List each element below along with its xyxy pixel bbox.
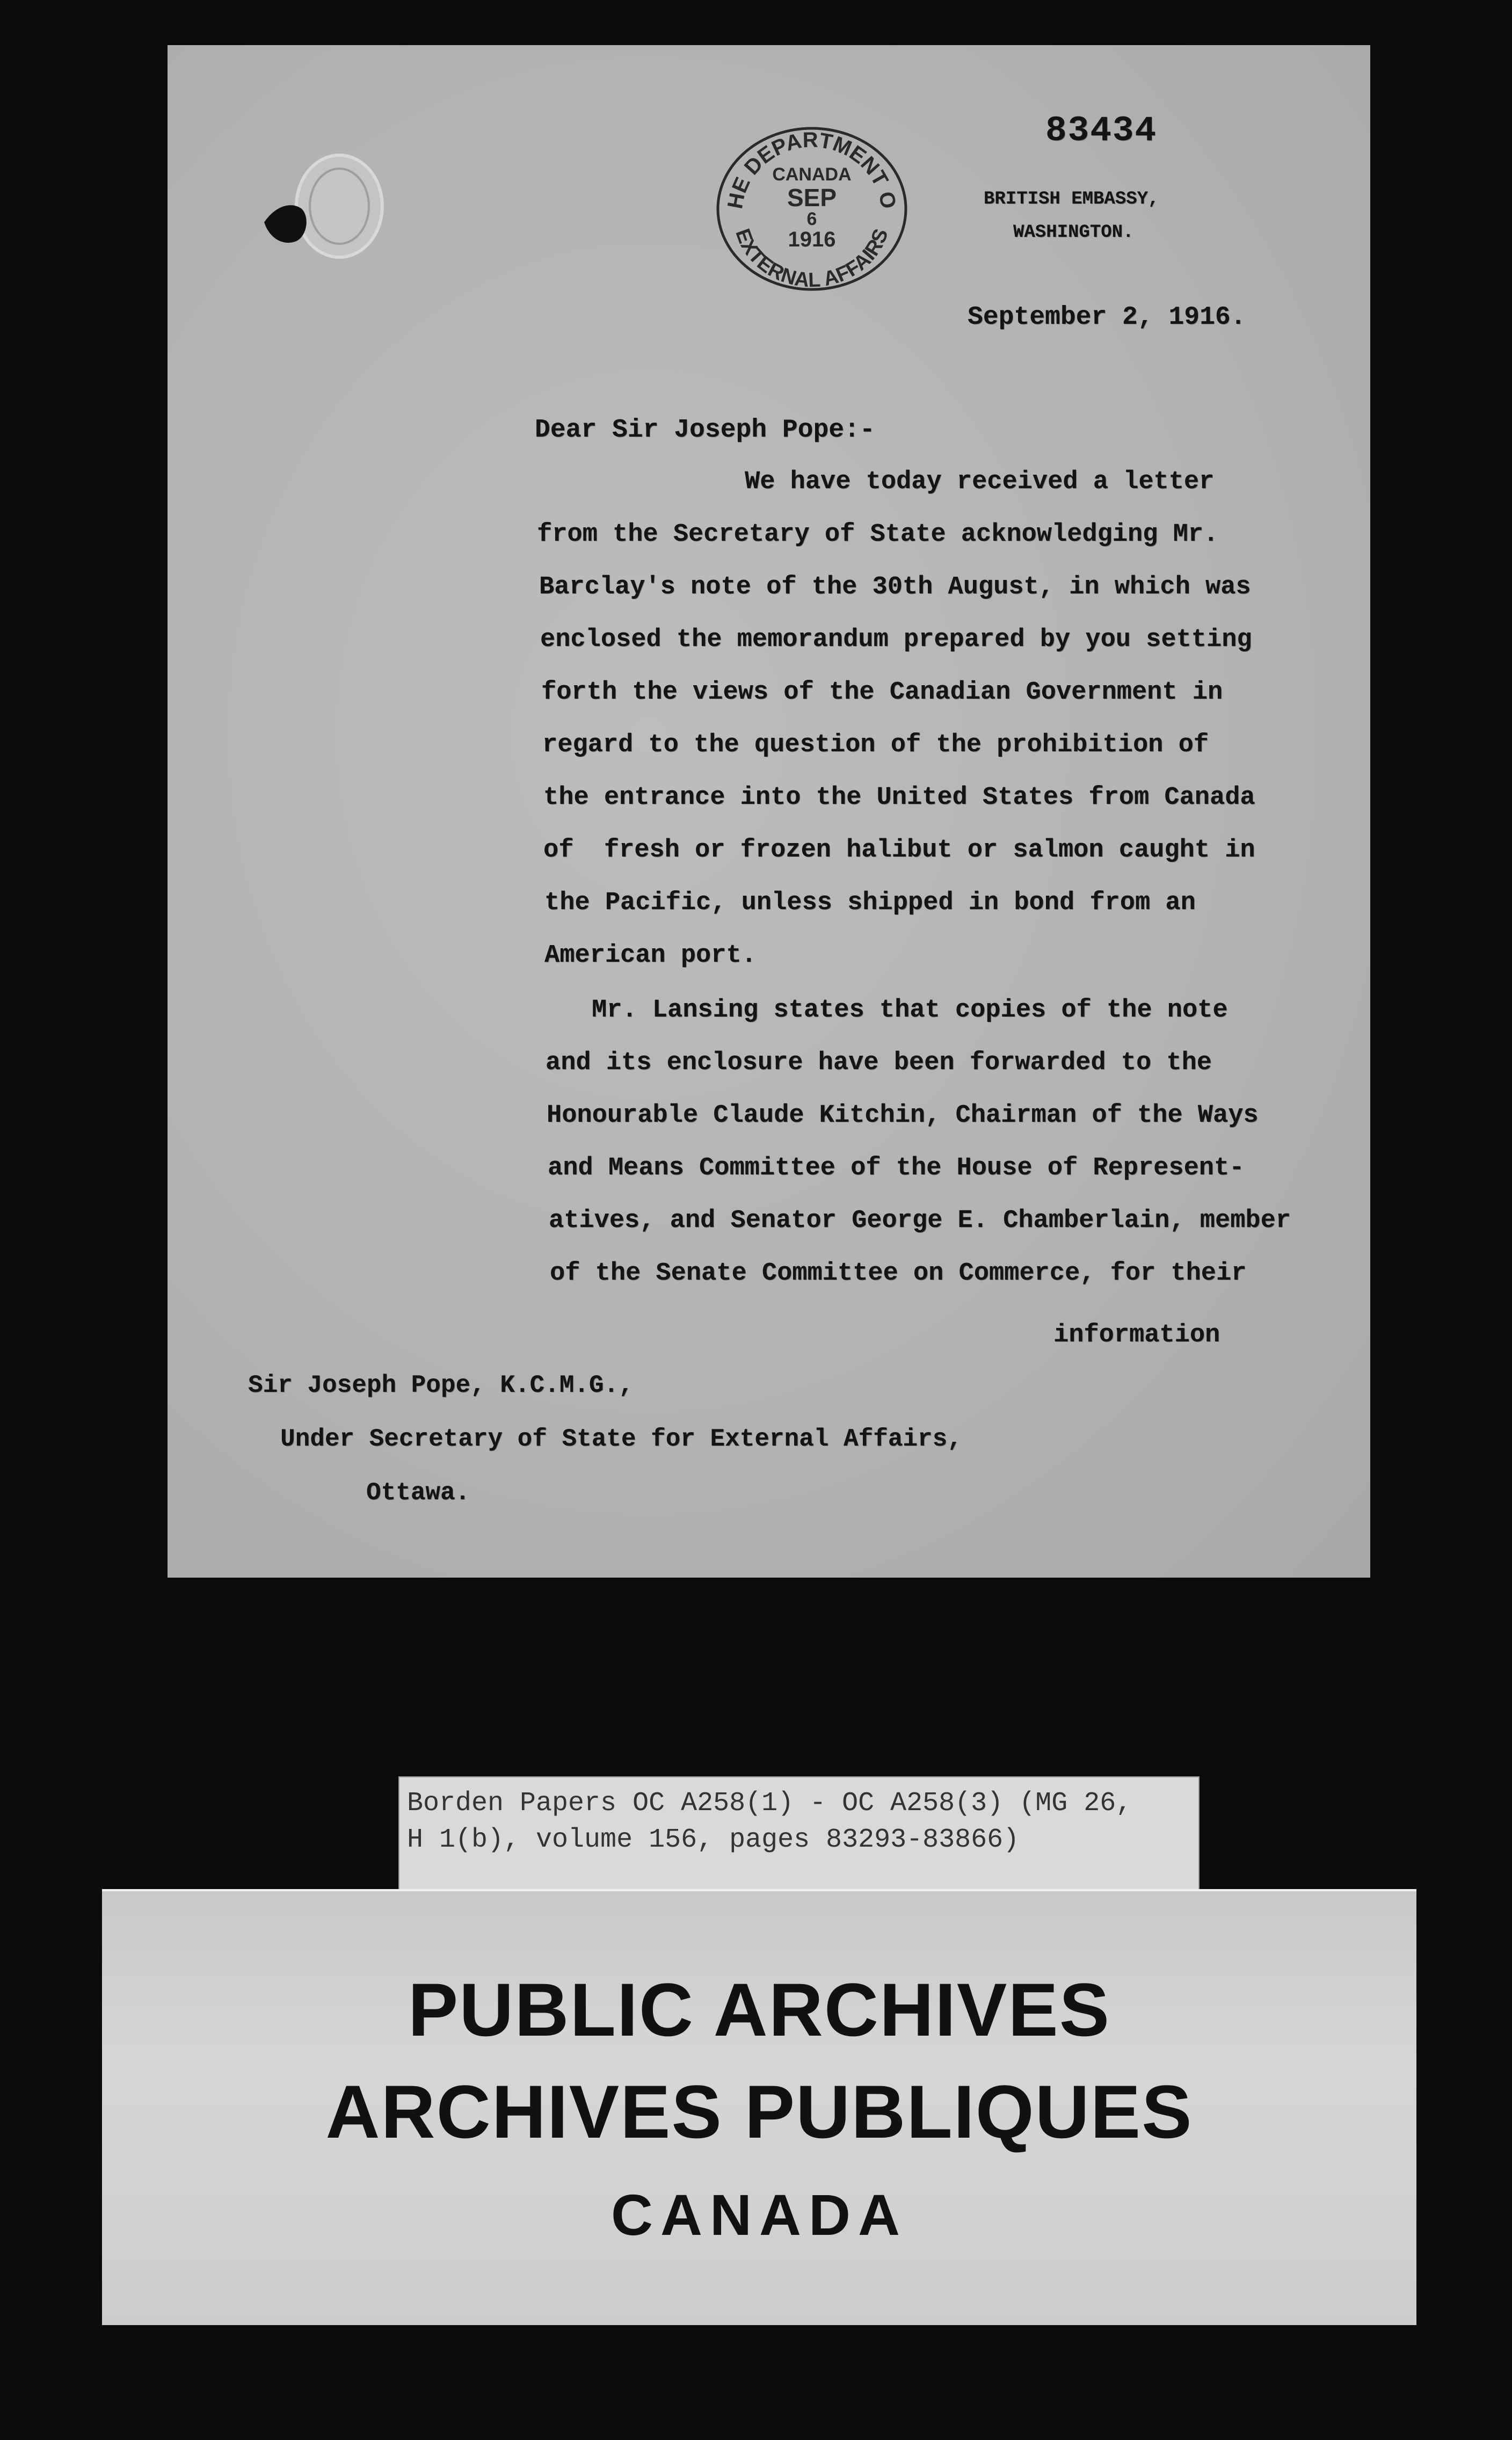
- reference-line: Borden Papers OC A258(1) - OC A258(3) (MG 26,: [407, 1788, 1132, 1819]
- body-line: the entrance into the United States from Canada: [543, 783, 1255, 812]
- body-line: the Pacific, unless shipped in bond from an: [544, 889, 1196, 917]
- letter-date: September 2, 1916.: [968, 303, 1246, 332]
- body-line: forth the views of the Canadian Government in: [541, 678, 1223, 707]
- body-line: from the Secretary of State acknowledging Mr.: [537, 520, 1219, 549]
- archives-country: CANADA: [611, 2182, 907, 2247]
- archives-card: [102, 1889, 1416, 2325]
- stamp-year: 1916: [788, 228, 836, 251]
- archives-french: ARCHIVES PUBLIQUES: [325, 2069, 1193, 2154]
- addressee-title: Under Secretary of State for External Affairs,: [280, 1425, 962, 1453]
- document-number: 83434: [1045, 111, 1158, 151]
- body-line: regard to the question of the prohibition of: [542, 731, 1209, 759]
- body-line: of fresh or frozen halibut or salmon caught in: [543, 836, 1255, 865]
- continuation-word: information: [1053, 1321, 1220, 1349]
- stamp-department: HE DEPARTMENT O: [723, 128, 901, 211]
- embossed-seal: [259, 142, 388, 276]
- body-line: Mr. Lansing states that copies of the note: [592, 996, 1228, 1025]
- stamp-country: CANADA: [772, 164, 852, 185]
- stamp-office: EXTERNAL AFFAIRS: [731, 226, 893, 292]
- salutation: Dear Sir Joseph Pope:-: [535, 416, 875, 445]
- stamp-month: SEP: [787, 184, 837, 212]
- body-line: American port.: [544, 941, 757, 970]
- stamp-day: 6: [806, 209, 817, 229]
- body-line: and Means Committee of the House of Represent-: [548, 1154, 1245, 1182]
- letterhead-embassy: BRITISH EMBASSY,: [984, 189, 1159, 209]
- archives-english: PUBLIC ARCHIVES: [408, 1967, 1111, 2052]
- received-stamp: [713, 120, 911, 292]
- body-line: Barclay's note of the 30th August, in which was: [539, 573, 1251, 601]
- body-line: enclosed the memorandum prepared by you setting: [540, 626, 1252, 654]
- reference-line: H 1(b), volume 156, pages 83293-83866): [407, 1825, 1020, 1855]
- body-line: atives, and Senator George E. Chamberlain, member: [549, 1207, 1291, 1235]
- body-line: We have today received a letter: [745, 468, 1215, 496]
- body-line: and its enclosure have been forwarded to the: [546, 1049, 1212, 1077]
- archive-reference-label: [398, 1776, 1200, 1891]
- body-line: Honourable Claude Kitchin, Chairman of the Ways: [547, 1101, 1259, 1130]
- letter-page: [168, 45, 1370, 1578]
- addressee-name: Sir Joseph Pope, K.C.M.G.,: [248, 1371, 634, 1399]
- body-line: of the Senate Committee on Commerce, for their: [550, 1259, 1247, 1288]
- letterhead-city: WASHINGTON.: [1013, 222, 1134, 243]
- addressee-city: Ottawa.: [366, 1479, 470, 1507]
